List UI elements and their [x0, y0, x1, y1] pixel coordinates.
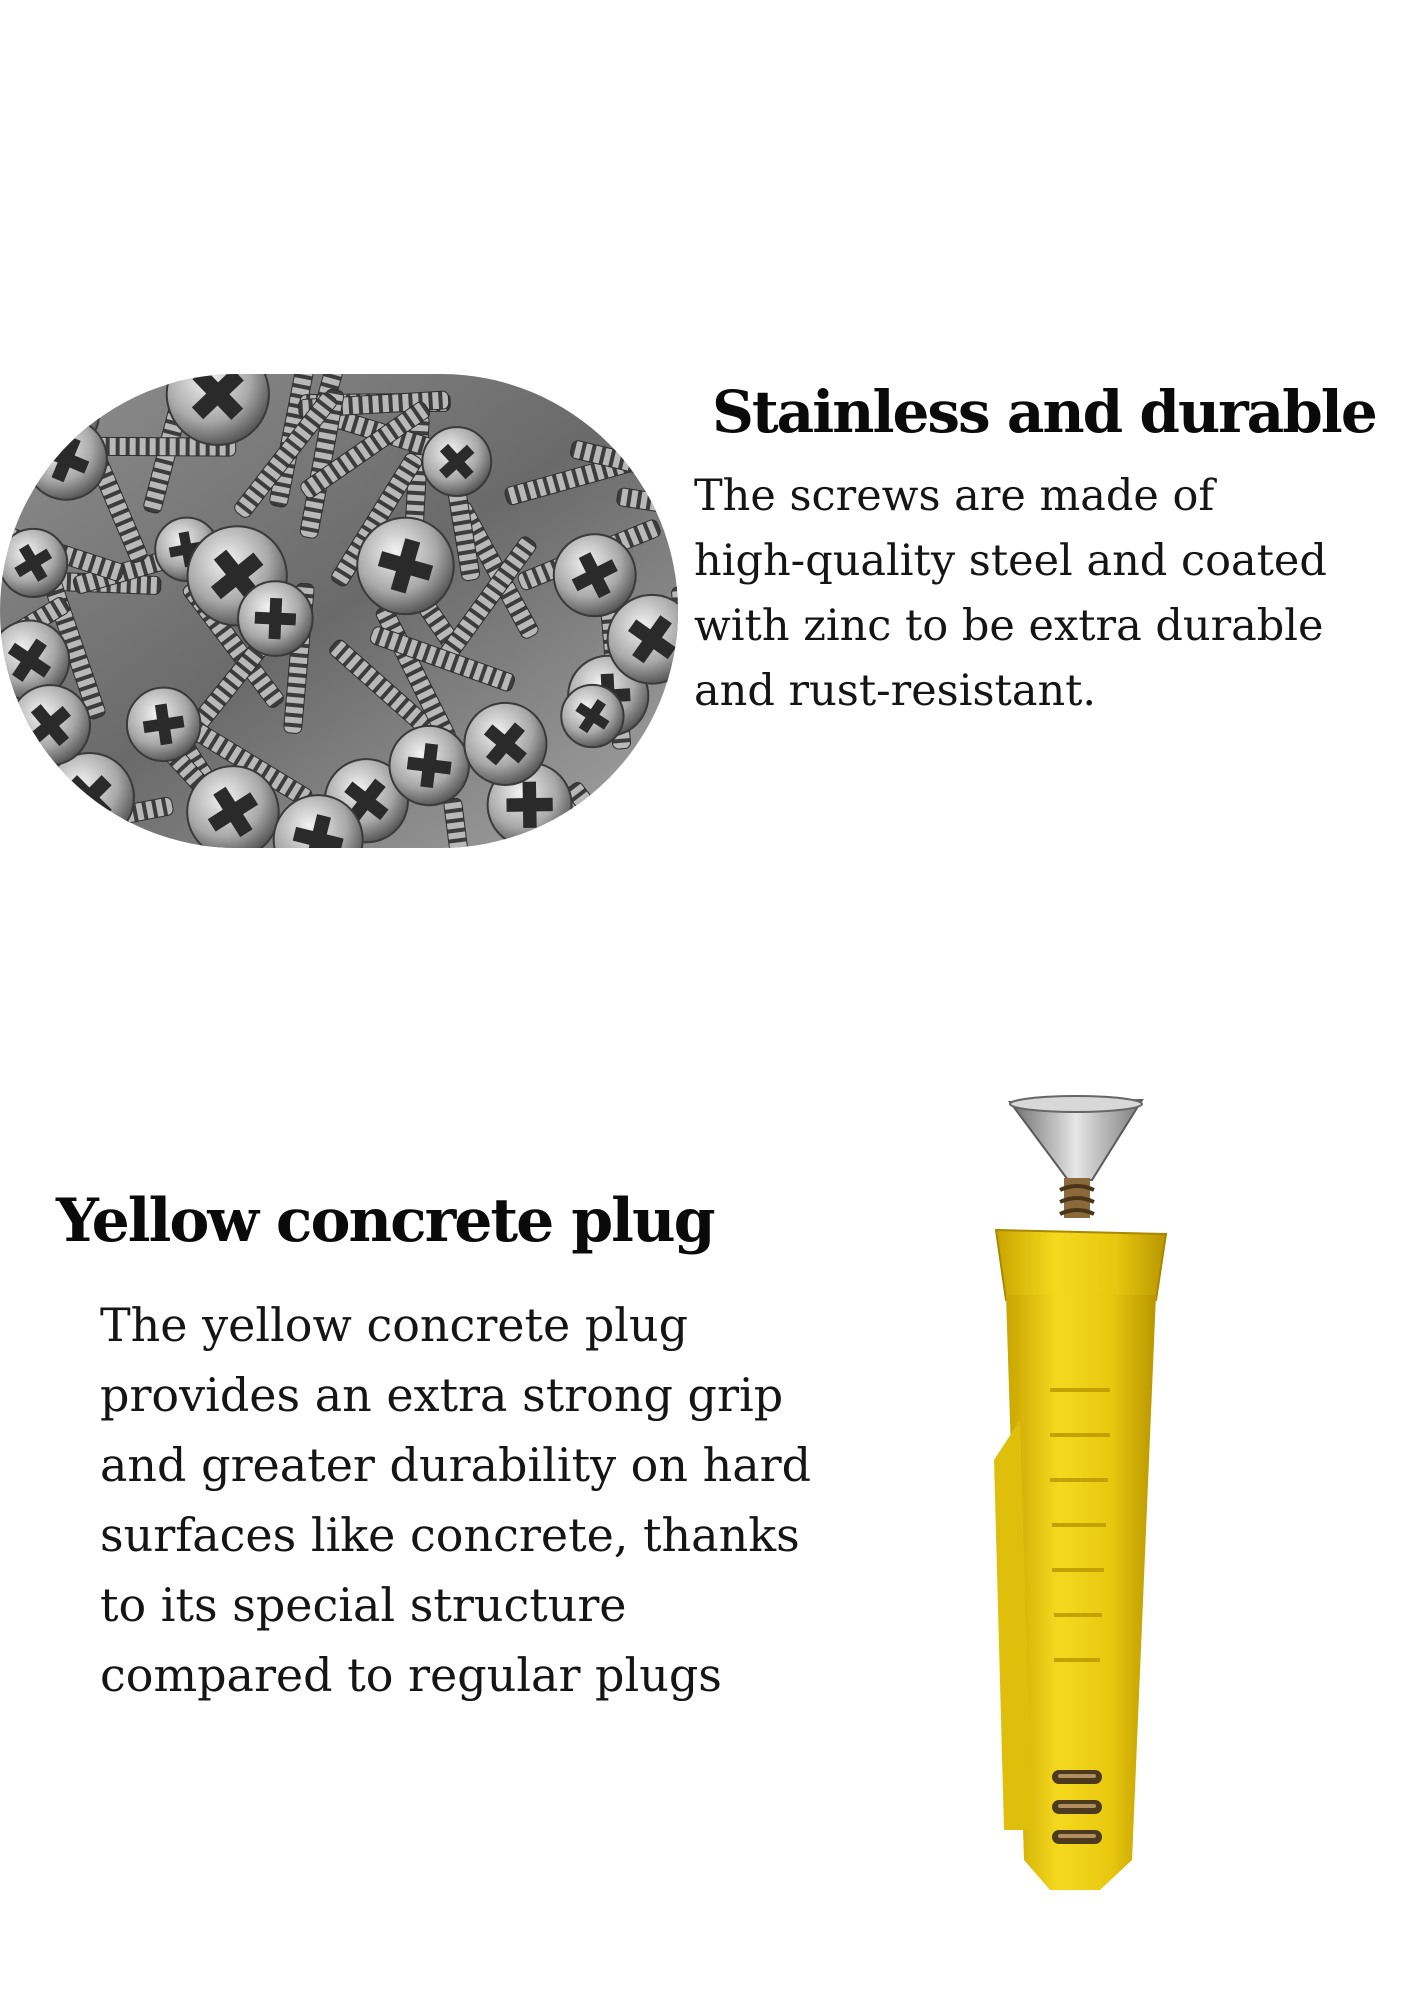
body-line: high-quality steel and coated — [694, 536, 1327, 586]
body-line: The screws are made of — [694, 471, 1215, 521]
section-body-stainless — [694, 464, 1327, 724]
body-line: surfaces like concrete, thanks — [100, 1508, 800, 1562]
body-line: compared to regular plugs — [100, 1648, 722, 1702]
body-line: and rust-resistant. — [694, 666, 1097, 716]
concrete-plug-photo — [980, 1090, 1180, 1910]
section-body-concrete-plug — [100, 1290, 811, 1710]
section-title-concrete-plug: Yellow concrete plug — [56, 1186, 714, 1256]
body-line: with zinc to be extra durable — [694, 601, 1324, 651]
body-line: provides an extra strong grip — [100, 1368, 784, 1422]
body-line: The yellow concrete plug — [100, 1298, 689, 1352]
body-line: to its special structure — [100, 1578, 627, 1632]
body-line: and greater durability on hard — [100, 1438, 812, 1492]
screws-photo — [0, 374, 678, 848]
section-title-stainless: Stainless and durable — [712, 378, 1376, 446]
